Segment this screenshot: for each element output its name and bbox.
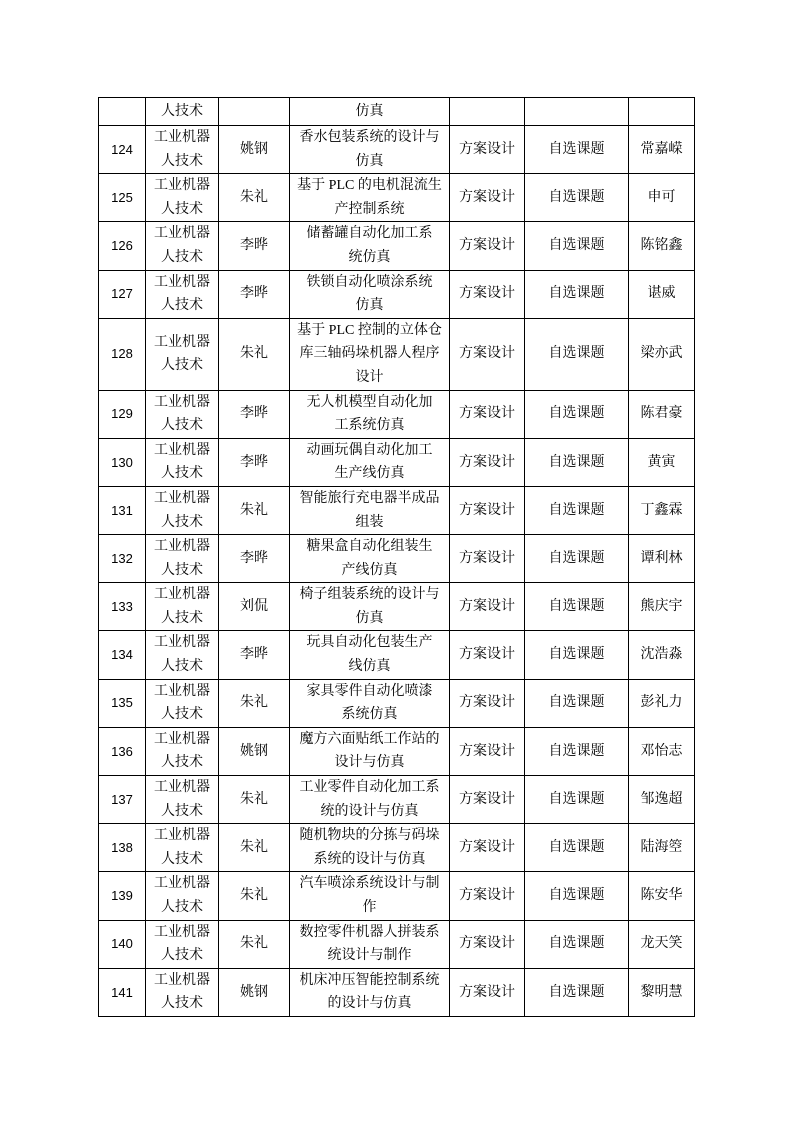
- major-line: 人技术: [161, 562, 203, 578]
- title-line: 香水包装系统的设计与: [299, 130, 440, 145]
- major-cell: [146, 968, 219, 1016]
- major-cell: [146, 920, 219, 968]
- title-line: 库三轴码垛机器人程序: [299, 346, 440, 362]
- major-line: 工业机器: [154, 334, 210, 350]
- topic-type-cell: 方案设计: [450, 486, 525, 534]
- title-line: 产控制系统: [334, 201, 405, 217]
- table-row: [99, 776, 695, 824]
- topic-type-cell: 方案设计: [450, 126, 525, 174]
- title-line: 无人机模型自动化加: [306, 394, 433, 410]
- topic-type-cell: 方案设计: [450, 631, 525, 679]
- major-cell: [146, 98, 219, 126]
- topic-type-cell: 方案设计: [450, 222, 525, 270]
- table-row: [99, 631, 695, 679]
- title-line: 智能旅行充电器半成品: [299, 490, 440, 506]
- row-number: 138: [99, 824, 146, 872]
- major-line: 人技术: [161, 418, 203, 434]
- title-line: 生产线仿真: [334, 466, 405, 482]
- title-line: 系统仿真: [341, 707, 398, 723]
- topic-source-cell: [525, 98, 629, 126]
- row-number: 134: [99, 631, 146, 679]
- row-number: 130: [99, 438, 146, 486]
- topic-type-cell: 方案设计: [450, 270, 525, 318]
- student-name-cell: 黎明慧: [629, 968, 695, 1016]
- advisor-cell: 李晔: [219, 631, 290, 679]
- table-row: [99, 583, 695, 631]
- major-cell: [146, 824, 219, 872]
- topic-title-cell: [290, 438, 450, 486]
- row-number: [99, 98, 146, 126]
- row-number: 133: [99, 583, 146, 631]
- major-cell: [146, 390, 219, 438]
- row-number: 135: [99, 679, 146, 727]
- student-name-cell: 陈安华: [629, 872, 695, 920]
- title-line: 系统的设计与仿真: [313, 851, 426, 867]
- table-row: [99, 535, 695, 583]
- title-line: 统的设计与仿真: [320, 803, 419, 819]
- advisor-cell: 刘侃: [219, 583, 290, 631]
- topic-title-cell: [290, 679, 450, 727]
- topic-type-cell: 方案设计: [450, 535, 525, 583]
- row-number: 127: [99, 270, 146, 318]
- topic-source-cell: 自选课题: [525, 535, 629, 583]
- major-line: 人技术: [161, 803, 203, 819]
- topics-table-body: [99, 98, 695, 1017]
- advisor-cell: 李晔: [219, 438, 290, 486]
- row-number: 139: [99, 872, 146, 920]
- advisor-cell: 姚钢: [219, 968, 290, 1016]
- major-line: 工业机器: [154, 442, 210, 458]
- title-line: 玩具自动化包装生产: [306, 635, 433, 651]
- row-number: 137: [99, 776, 146, 824]
- student-name-cell: 彭礼力: [629, 679, 695, 727]
- major-cell: [146, 583, 219, 631]
- major-line: 人技术: [161, 514, 203, 530]
- topic-title-cell: [290, 390, 450, 438]
- title-line: 统仿真: [348, 249, 391, 265]
- major-cell: [146, 318, 219, 390]
- major-line: 工业机器: [154, 683, 210, 699]
- major-line: 工业机器: [154, 274, 210, 290]
- topic-title-cell: [290, 486, 450, 534]
- topic-title-cell: [290, 318, 450, 390]
- title-line: 动画玩偶自动化加工: [306, 442, 433, 458]
- table-row: [99, 318, 695, 390]
- advisor-cell: 朱礼: [219, 679, 290, 727]
- topic-source-cell: 自选课题: [525, 872, 629, 920]
- topic-title-cell: [290, 968, 450, 1016]
- topic-title-cell: [290, 98, 450, 126]
- topic-title-cell: [290, 824, 450, 872]
- topic-source-cell: 自选课题: [525, 222, 629, 270]
- major-line: 工业机器: [154, 587, 210, 603]
- student-name-cell: 丁鑫霖: [629, 486, 695, 534]
- table-row: [99, 438, 695, 486]
- major-cell: [146, 222, 219, 270]
- title-line: 数控零件机器人拼装系: [299, 924, 440, 940]
- topic-source-cell: 自选课题: [525, 318, 629, 390]
- advisor-cell: 朱礼: [219, 776, 290, 824]
- major-cell: [146, 631, 219, 679]
- title-line: 统设计与制作: [327, 948, 412, 964]
- title-line: 基于 PLC 控制的立体仓: [297, 322, 442, 338]
- major-line: 工业机器: [154, 490, 210, 506]
- table-row-continuation: [99, 98, 695, 126]
- topic-source-cell: 自选课题: [525, 631, 629, 679]
- title-line: 设计: [355, 369, 384, 385]
- topic-type-cell: 方案设计: [450, 438, 525, 486]
- advisor-cell: 李晔: [219, 222, 290, 270]
- title-line: 工业零件自动化加工系: [299, 780, 440, 796]
- advisor-cell: [219, 98, 290, 126]
- row-number: 141: [99, 968, 146, 1016]
- topic-title-cell: [290, 872, 450, 920]
- table-row: [99, 222, 695, 270]
- student-name-cell: 陆海箜: [629, 824, 695, 872]
- topic-title-cell: [290, 535, 450, 583]
- major-line: 工业机器: [154, 178, 210, 194]
- major-line: 工业机器: [154, 876, 210, 892]
- table-row: [99, 126, 695, 174]
- table-row: [99, 727, 695, 775]
- topic-source-cell: 自选课题: [525, 679, 629, 727]
- major-line: 人技术: [161, 851, 203, 867]
- student-name-cell: 申可: [629, 174, 695, 222]
- student-name-cell: 黄寅: [629, 438, 695, 486]
- advisor-cell: 李晔: [219, 535, 290, 583]
- student-name-cell: [629, 98, 695, 126]
- title-line: 作: [362, 900, 377, 915]
- row-number: 128: [99, 318, 146, 390]
- table-row: [99, 824, 695, 872]
- table-row: [99, 390, 695, 438]
- title-line: 工系统仿真: [334, 418, 405, 434]
- major-line: 人技术: [161, 249, 203, 265]
- title-line: 储蓄罐自动化加工系: [306, 226, 433, 242]
- student-name-cell: 陈君豪: [629, 390, 695, 438]
- title-line: 仿真: [355, 103, 384, 119]
- topic-source-cell: 自选课题: [525, 776, 629, 824]
- major-line: 工业机器: [154, 924, 210, 940]
- student-name-cell: 邓怡志: [629, 727, 695, 775]
- student-name-cell: 邹逸超: [629, 776, 695, 824]
- title-line: 随机物块的分拣与码垛: [299, 828, 440, 844]
- major-line: 人技术: [161, 755, 203, 771]
- major-line: 工业机器: [154, 780, 210, 796]
- row-number: 132: [99, 535, 146, 583]
- major-cell: [146, 872, 219, 920]
- topic-source-cell: 自选课题: [525, 583, 629, 631]
- title-line: 铁锁自动化喷涂系统: [306, 274, 433, 290]
- major-cell: [146, 270, 219, 318]
- advisor-cell: 李晔: [219, 390, 290, 438]
- major-line: 人技术: [161, 610, 203, 626]
- major-line: 人技术: [161, 103, 203, 119]
- topic-title-cell: [290, 920, 450, 968]
- topic-source-cell: 自选课题: [525, 486, 629, 534]
- major-line: 人技术: [161, 707, 203, 723]
- topic-source-cell: 自选课题: [525, 968, 629, 1016]
- title-line: 产线仿真: [341, 562, 398, 578]
- advisor-cell: 朱礼: [219, 318, 290, 390]
- table-row: [99, 920, 695, 968]
- major-line: 人技术: [161, 466, 203, 482]
- title-line: 仿真: [355, 298, 384, 314]
- row-number: 129: [99, 390, 146, 438]
- major-line: 人技术: [161, 948, 203, 964]
- student-name-cell: 沈浩淼: [629, 631, 695, 679]
- advisor-cell: 李晔: [219, 270, 290, 318]
- student-name-cell: 熊庆宇: [629, 583, 695, 631]
- topic-title-cell: [290, 727, 450, 775]
- student-name-cell: 陈铭鑫: [629, 222, 695, 270]
- major-line: 人技术: [161, 201, 203, 217]
- topic-source-cell: 自选课题: [525, 824, 629, 872]
- topic-source-cell: 自选课题: [525, 270, 629, 318]
- title-line: 机床冲压智能控制系统: [299, 972, 440, 988]
- title-line: 糖果盒自动化组装生: [306, 539, 433, 555]
- topic-source-cell: 自选课题: [525, 126, 629, 174]
- major-line: 工业机器: [154, 394, 210, 410]
- title-line: 组装: [355, 514, 384, 530]
- topic-source-cell: 自选课题: [525, 920, 629, 968]
- row-number: 131: [99, 486, 146, 534]
- topic-source-cell: 自选课题: [525, 390, 629, 438]
- major-cell: [146, 535, 219, 583]
- title-line: 线仿真: [348, 659, 391, 675]
- row-number: 136: [99, 727, 146, 775]
- major-line: 人技术: [161, 298, 203, 314]
- table-row: [99, 174, 695, 222]
- topic-title-cell: [290, 126, 450, 174]
- table-row: [99, 679, 695, 727]
- major-line: 工业机器: [154, 731, 210, 747]
- major-line: 人技术: [161, 659, 203, 675]
- table-row: [99, 872, 695, 920]
- topic-type-cell: 方案设计: [450, 776, 525, 824]
- advisor-cell: 朱礼: [219, 486, 290, 534]
- topic-title-cell: [290, 583, 450, 631]
- major-line: 人技术: [161, 900, 203, 915]
- major-line: 工业机器: [154, 539, 210, 555]
- major-line: 工业机器: [154, 972, 210, 988]
- major-cell: [146, 174, 219, 222]
- topic-source-cell: 自选课题: [525, 174, 629, 222]
- topic-type-cell: 方案设计: [450, 727, 525, 775]
- major-cell: [146, 486, 219, 534]
- title-line: 魔方六面贴纸工作站的: [299, 731, 440, 747]
- title-line: 仿真: [355, 610, 384, 626]
- student-name-cell: 谭利林: [629, 535, 695, 583]
- major-line: 人技术: [161, 996, 203, 1012]
- title-line: 汽车喷涂系统设计与制: [299, 876, 440, 892]
- advisor-cell: 朱礼: [219, 920, 290, 968]
- major-line: 工业机器: [154, 635, 210, 651]
- title-line: 椅子组装系统的设计与: [299, 587, 440, 603]
- topic-type-cell: 方案设计: [450, 583, 525, 631]
- student-name-cell: 梁亦武: [629, 318, 695, 390]
- table-row: [99, 968, 695, 1016]
- advisor-cell: 朱礼: [219, 872, 290, 920]
- topic-source-cell: 自选课题: [525, 727, 629, 775]
- student-name-cell: 常嘉嵘: [629, 126, 695, 174]
- topic-title-cell: [290, 776, 450, 824]
- topic-title-cell: [290, 174, 450, 222]
- row-number: 124: [99, 126, 146, 174]
- advisor-cell: 姚钢: [219, 727, 290, 775]
- topic-type-cell: [450, 98, 525, 126]
- major-cell: [146, 126, 219, 174]
- student-name-cell: 龙天笑: [629, 920, 695, 968]
- topic-title-cell: [290, 270, 450, 318]
- table-row: [99, 486, 695, 534]
- topic-title-cell: [290, 631, 450, 679]
- row-number: 126: [99, 222, 146, 270]
- row-number: 140: [99, 920, 146, 968]
- major-cell: [146, 438, 219, 486]
- row-number: 125: [99, 174, 146, 222]
- major-line: 工业机器: [154, 130, 210, 145]
- major-cell: [146, 679, 219, 727]
- student-name-cell: 谌威: [629, 270, 695, 318]
- topic-type-cell: 方案设计: [450, 872, 525, 920]
- topic-type-cell: 方案设计: [450, 920, 525, 968]
- topic-type-cell: 方案设计: [450, 968, 525, 1016]
- title-line: 的设计与仿真: [327, 996, 412, 1012]
- table-row: [99, 270, 695, 318]
- major-line: 人技术: [161, 153, 203, 169]
- title-line: 仿真: [355, 153, 384, 169]
- major-line: 人技术: [161, 358, 203, 374]
- topic-title-cell: [290, 222, 450, 270]
- topic-type-cell: 方案设计: [450, 174, 525, 222]
- topic-type-cell: 方案设计: [450, 679, 525, 727]
- advisor-cell: 姚钢: [219, 126, 290, 174]
- major-line: 工业机器: [154, 226, 210, 242]
- topic-type-cell: 方案设计: [450, 390, 525, 438]
- title-line: 设计与仿真: [334, 755, 405, 771]
- topic-source-cell: 自选课题: [525, 438, 629, 486]
- title-line: 基于 PLC 的电机混流生: [297, 178, 442, 194]
- advisor-cell: 朱礼: [219, 824, 290, 872]
- advisor-cell: 朱礼: [219, 174, 290, 222]
- major-cell: [146, 727, 219, 775]
- topic-type-cell: 方案设计: [450, 824, 525, 872]
- title-line: 家具零件自动化喷漆: [306, 683, 433, 699]
- topic-type-cell: 方案设计: [450, 318, 525, 390]
- major-line: 工业机器: [154, 828, 210, 844]
- topics-table: [98, 97, 695, 1017]
- major-cell: [146, 776, 219, 824]
